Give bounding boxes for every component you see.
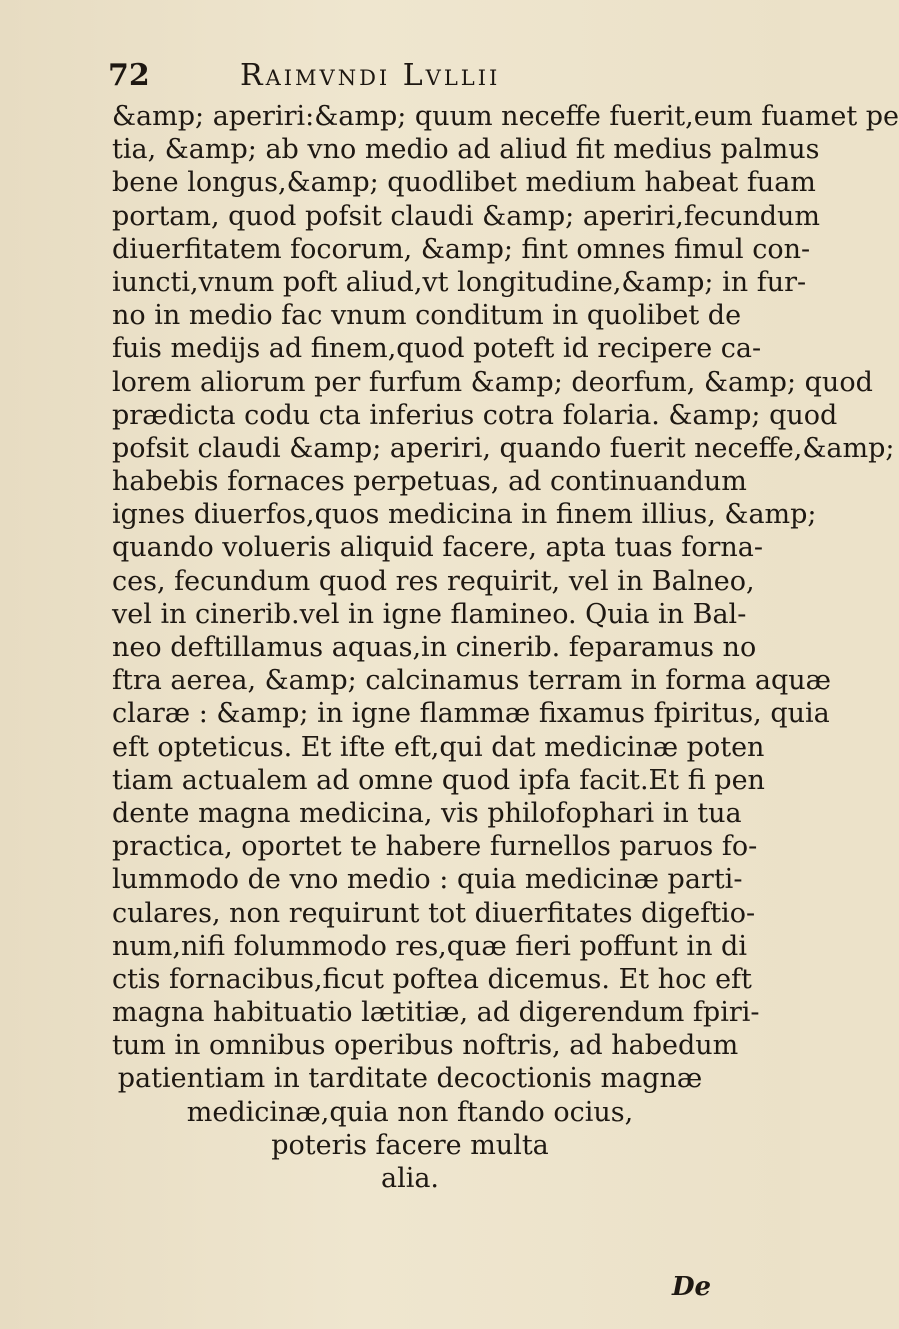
text-line: vel in cinerib.vel in igne flamineo. Quia in Bal- — [112, 598, 747, 630]
text-line: culares, non requirunt tot diuerfitates digeftio- — [112, 897, 756, 929]
text-line: num,nifi folummodo res,quæ fieri poffunt in di — [112, 930, 747, 962]
text-line: pofsit claudi &amp; aperiri, quando fuerit neceffe,&amp; — [112, 432, 895, 464]
page-number: 72 — [108, 58, 150, 93]
text-line: ignes diuerfos,quos medicina in finem illius, &amp; — [112, 499, 817, 531]
text-line: fuis medijs ad finem,quod poteft id recipere ca- — [112, 333, 762, 365]
text-line: magna habituatio lætitiæ, ad digerendum fpiri- — [112, 997, 760, 1029]
text-line: medicinæ,quia non ftando ocius, — [186, 1096, 634, 1128]
text-line: tia, &amp; ab vno medio ad aliud fit medius palmus — [112, 134, 820, 166]
text-line: no in medio fac vnum conditum in quolibet de — [112, 300, 742, 332]
text-line: portam, quod pofsit claudi &amp; aperiri,fecundum — [112, 200, 821, 232]
text-line: patientiam in tarditate decoctionis magnæ — [117, 1063, 703, 1095]
text-line: practica, oportet te habere furnellos paruos fo- — [112, 831, 758, 863]
text-line: bene longus,&amp; quodlibet medium habeat fuam — [112, 167, 816, 199]
text-line: ces, fecundum quod res requirit, vel in Balneo, — [112, 565, 755, 597]
text-line: diuerfitatem focorum, &amp; fint omnes fimul con- — [112, 233, 811, 265]
text-line: lummodo de vno medio : quia medicinæ parti- — [112, 864, 743, 896]
text-line: &amp; aperiri:&amp; quum neceffe fuerit,eum fuamet pe — [112, 101, 899, 132]
text-line: neo deftillamus aquas,in cinerib. feparamus no — [112, 632, 757, 663]
text-line: iuncti,vnum poft aliud,vt longitudine,&amp; in fur- — [112, 266, 807, 298]
page-header — [100, 58, 700, 102]
text-line: habebis fornaces perpetuas, ad continuandum — [112, 466, 747, 498]
text-line: tum in omnibus operibus noftris, ad habedum — [112, 1030, 739, 1062]
text-line: claræ : &amp; in igne flammæ fixamus fpiritus, quia — [112, 698, 830, 730]
text-line: dente magna medicina, vis philofophari in tua — [112, 797, 742, 829]
text-line: eft opteticus. Et ifte eft,qui dat medicinæ poten — [112, 731, 765, 763]
body-text — [112, 100, 899, 1195]
text-line: lorem aliorum per furfum &amp; deorfum, &amp; quod — [112, 366, 873, 398]
text-line: quando volueris aliquid facere, apta tuas forna- — [112, 532, 764, 564]
text-line: alia. — [380, 1163, 440, 1194]
text-line: ftra aerea, &amp; calcinamus terram in forma aquæ — [112, 665, 831, 697]
catchword: De — [672, 1272, 712, 1302]
text-line: ctis fornacibus,ficut poftea dicemus. Et hoc eft — [112, 963, 752, 995]
text-line: tiam actualem ad omne quod ipfa facit.Et fi pen — [112, 764, 765, 796]
running-head: Raimvndi Lvllii — [240, 58, 501, 93]
text-line: prædicta codu cta inferius cotra folaria. &amp; quod — [112, 399, 838, 431]
text-line: poteris facere multa — [271, 1129, 549, 1161]
